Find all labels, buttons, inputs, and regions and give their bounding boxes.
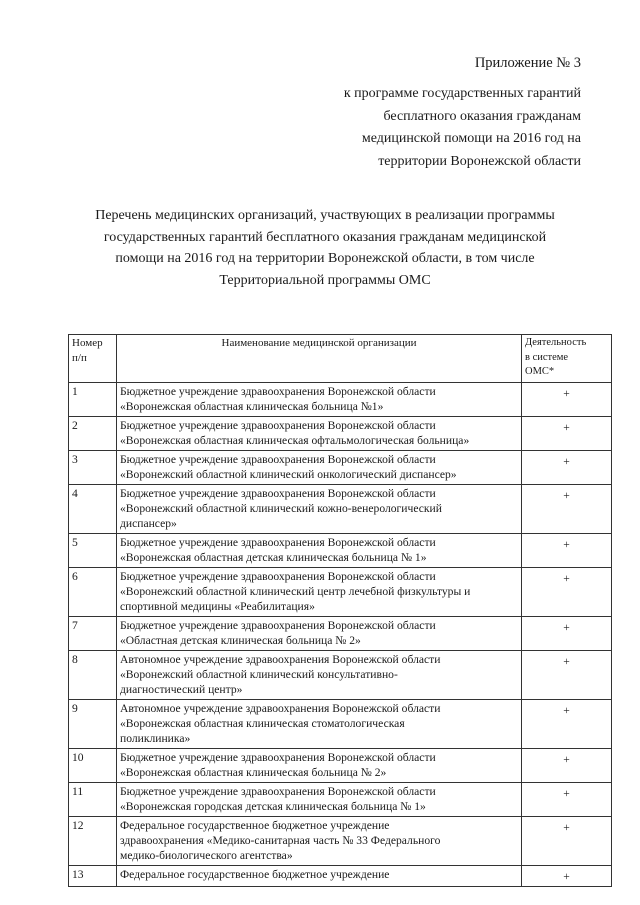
appendix-line: медицинской помощи на 2016 год на — [361, 131, 581, 146]
org-name-line: Бюджетное учреждение здравоохранения Воронежской области — [120, 418, 436, 432]
org-name-line: медико-биологического агентства» — [120, 848, 293, 862]
org-name-cell — [117, 748, 522, 782]
row-number: 4 — [69, 484, 117, 533]
org-name-line: «Воронежский областной клинический онкологический диспансер» — [120, 467, 457, 481]
org-name-cell — [117, 865, 522, 886]
oms-mark: + — [522, 450, 612, 484]
org-name-cell — [117, 533, 522, 567]
org-name-line: Автономное учреждение здравоохранения Воронежской области — [120, 652, 441, 666]
row-number: 1 — [69, 382, 117, 416]
header-number — [69, 335, 117, 383]
row-number: 12 — [69, 816, 117, 865]
table-row — [69, 450, 612, 484]
org-name-line: диспансер» — [120, 516, 177, 530]
table-header-row — [69, 335, 612, 383]
table-row — [69, 616, 612, 650]
oms-mark: + — [522, 816, 612, 865]
org-name-line: диагностический центр» — [120, 682, 243, 696]
org-name-line: Автономное учреждение здравоохранения Воронежской области — [120, 701, 441, 715]
org-name-cell — [117, 484, 522, 533]
oms-mark: + — [522, 782, 612, 816]
org-name-line: «Воронежский областной клинический консультативно- — [120, 667, 398, 681]
appendix-line: бесплатного оказания гражданам — [383, 108, 581, 124]
org-name-line: Бюджетное учреждение здравоохранения Воронежской области — [120, 452, 436, 466]
org-name-line: Бюджетное учреждение здравоохранения Воронежской области — [120, 618, 436, 632]
org-name-cell — [117, 699, 522, 748]
heading-line: Территориальной программы ОМС — [219, 272, 431, 288]
org-name-line: «Воронежская областная клиническая стоматологическая — [120, 716, 405, 730]
document-heading — [75, 205, 575, 291]
table-row — [69, 484, 612, 533]
org-name-line: Федеральное государственное бюджетное учреждение — [120, 867, 390, 881]
oms-mark: + — [522, 748, 612, 782]
org-name-line: Бюджетное учреждение здравоохранения Воронежской области — [120, 750, 436, 764]
org-name-line: спортивной медицины «Реабилитация» — [120, 599, 315, 613]
header-oms-line: ОМС* — [525, 366, 555, 377]
appendix-title: Приложение № 3 — [474, 55, 581, 71]
oms-mark: + — [522, 484, 612, 533]
oms-mark: + — [522, 865, 612, 886]
oms-mark: + — [522, 533, 612, 567]
header-number-line: п/п — [72, 352, 87, 364]
header-oms-line: Деятельность — [525, 337, 587, 348]
table-row — [69, 567, 612, 616]
org-name-line: «Воронежский областной клинический кожно-венерологический — [120, 501, 442, 515]
row-number: 13 — [69, 865, 117, 886]
org-name-cell — [117, 416, 522, 450]
heading-line: государственных гарантий бесплатного оказания гражданам медицинской — [103, 229, 547, 245]
oms-mark: + — [522, 650, 612, 699]
row-number: 2 — [69, 416, 117, 450]
table-row — [69, 748, 612, 782]
row-number: 11 — [69, 782, 117, 816]
oms-mark: + — [522, 699, 612, 748]
org-name-line: «Воронежская городская детская клиническая больница № 1» — [120, 799, 426, 813]
row-number: 5 — [69, 533, 117, 567]
org-name-line: Бюджетное учреждение здравоохранения Воронежской области — [120, 535, 436, 549]
row-number: 6 — [69, 567, 117, 616]
org-name-cell — [117, 616, 522, 650]
org-name-cell — [117, 382, 522, 416]
organizations-table — [68, 334, 612, 887]
table-row — [69, 865, 612, 886]
row-number: 7 — [69, 616, 117, 650]
row-number: 3 — [69, 450, 117, 484]
heading-line: Перечень медицинских организаций, участвующих в реализации программы — [95, 208, 555, 223]
row-number: 10 — [69, 748, 117, 782]
org-name-line: «Воронежский областной клинический центр лечебной физкультуры и — [120, 584, 471, 598]
org-name-line: «Воронежская областная клиническая больница №1» — [120, 399, 384, 413]
oms-mark: + — [522, 616, 612, 650]
org-name-cell — [117, 567, 522, 616]
org-name-line: «Областная детская клиническая больница № 2» — [120, 633, 361, 647]
org-name-line: Бюджетное учреждение здравоохранения Воронежской области — [120, 384, 436, 398]
row-number: 8 — [69, 650, 117, 699]
appendix-subtitle — [0, 83, 581, 173]
org-name-line: «Воронежская областная клиническая больница № 2» — [120, 765, 387, 779]
oms-mark: + — [522, 416, 612, 450]
appendix-line: к программе государственных гарантий — [343, 86, 581, 101]
org-name-line: «Воронежская областная клиническая офтальмологическая больница» — [120, 433, 470, 447]
org-name-line: «Воронежская областная детская клиническая больница № 1» — [120, 550, 427, 564]
table-row — [69, 533, 612, 567]
org-name-line: Федеральное государственное бюджетное учреждение — [120, 818, 390, 832]
table-row — [69, 816, 612, 865]
table-row — [69, 650, 612, 699]
org-name-line: поликлиника» — [120, 731, 191, 745]
org-name-line: Бюджетное учреждение здравоохранения Воронежской области — [120, 784, 436, 798]
org-name-cell — [117, 450, 522, 484]
heading-line: помощи на 2016 год на территории Воронежской области, в том числе — [115, 251, 535, 266]
org-name-line: Бюджетное учреждение здравоохранения Воронежской области — [120, 486, 436, 500]
appendix-line: территории Воронежской области — [378, 153, 581, 169]
org-name-cell — [117, 782, 522, 816]
oms-mark: + — [522, 567, 612, 616]
org-name-line: здравоохранения «Медико-санитарная часть № 33 Федерального — [120, 833, 441, 847]
oms-mark: + — [522, 382, 612, 416]
table-row — [69, 382, 612, 416]
header-oms-line: в системе — [525, 351, 569, 363]
table-row — [69, 782, 612, 816]
header-org-name: Наименование медицинской организации — [117, 335, 522, 383]
table-row — [69, 416, 612, 450]
table-body — [69, 382, 612, 886]
org-name-cell — [117, 650, 522, 699]
org-name-cell — [117, 816, 522, 865]
table-row — [69, 699, 612, 748]
row-number: 9 — [69, 699, 117, 748]
header-oms — [522, 335, 612, 383]
header-number-line: Номер — [72, 337, 103, 349]
org-name-line: Бюджетное учреждение здравоохранения Воронежской области — [120, 569, 436, 583]
